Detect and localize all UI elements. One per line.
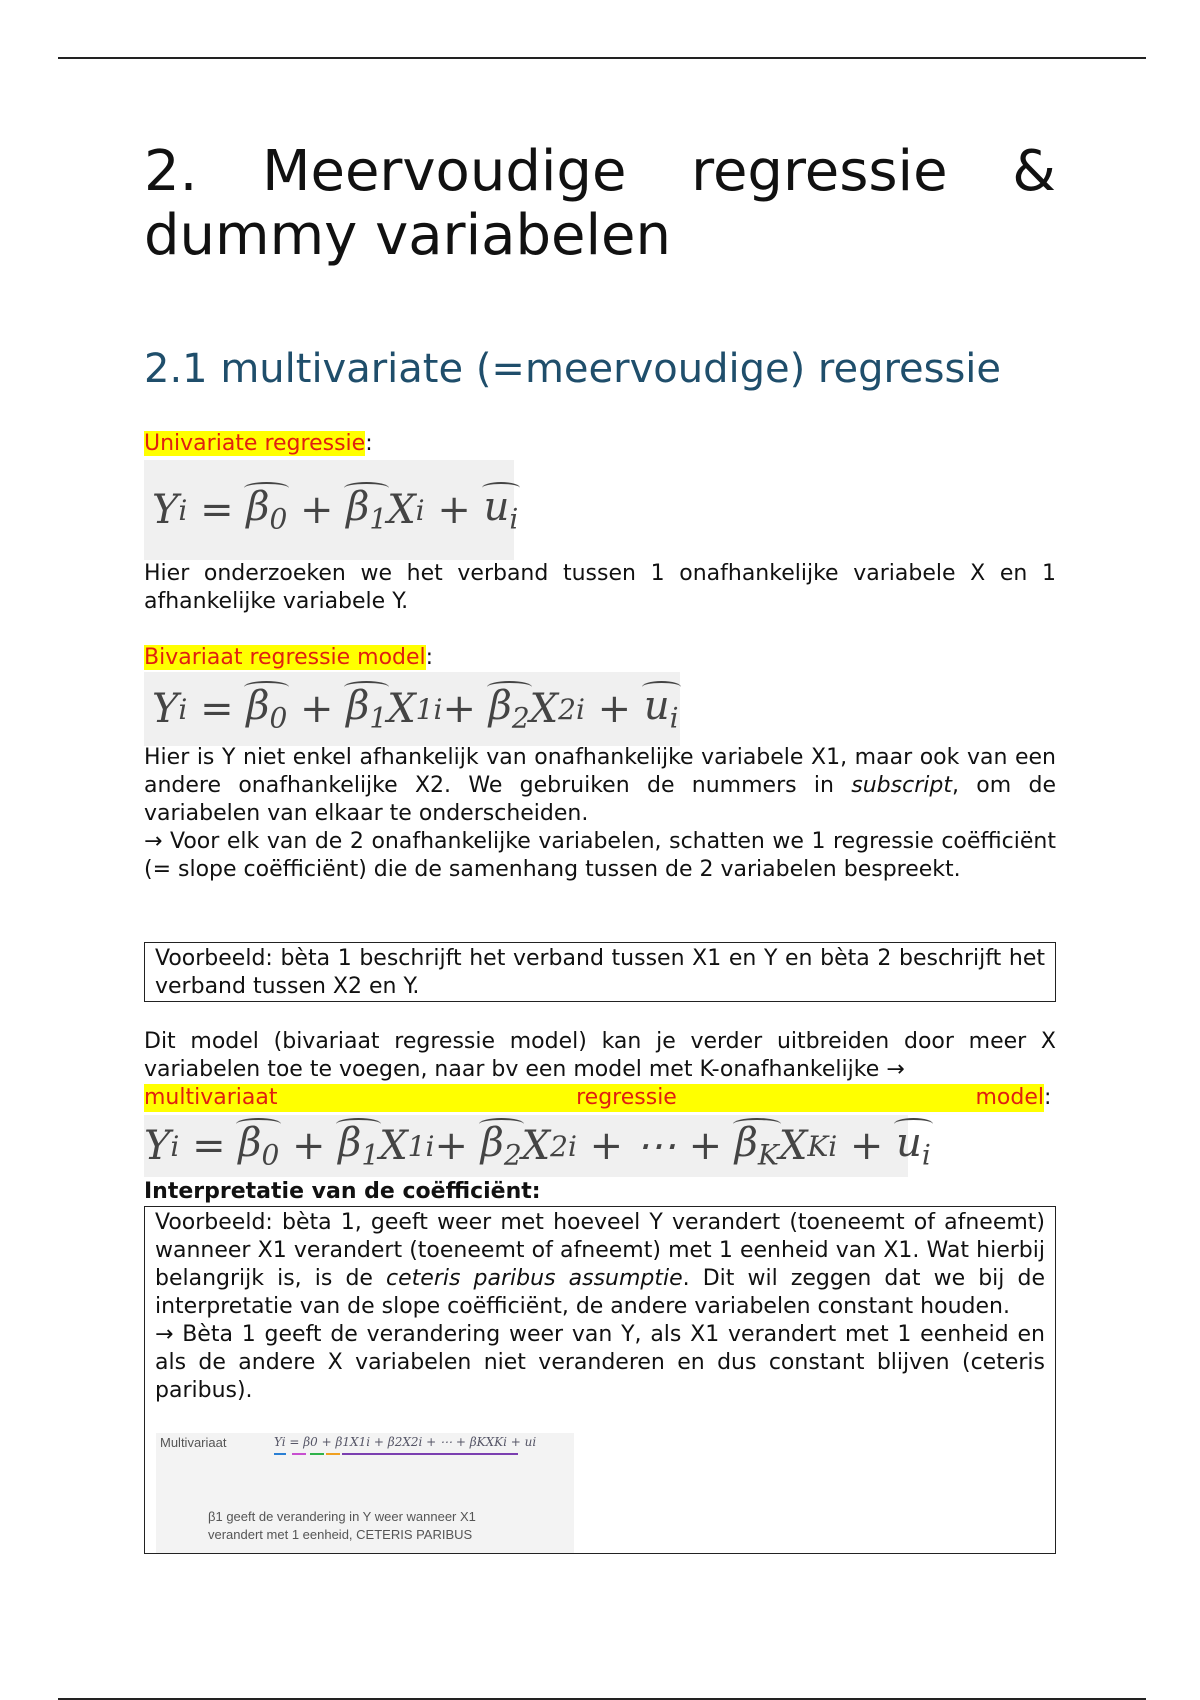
chapter-title-line2: dummy variabelen xyxy=(144,203,671,268)
multivariate-label-word: model xyxy=(975,1085,1044,1110)
interpretation-para1-b: . Dit wil zeggen dat we bij de interpretatie van de slope coëfficiënt, de andere variabelen constant houden. xyxy=(155,1266,1046,1319)
univariate-label: Univariate regressie xyxy=(144,431,366,456)
interpretation-para1-a: Voorbeeld: bèta 1, geeft weer met hoeveel Y verandert (toeneemt of afneemt) wanneer X1 verandert (toeneemt of afneemt) met 1 eenheid van X1. Wat hierbij belangrijk is, is de xyxy=(155,1210,1045,1291)
underline-purple xyxy=(342,1453,518,1455)
chapter-title xyxy=(144,140,1056,268)
univariate-text: Hier onderzoeken we het verband tussen 1 onafhankelijke variabele X en 1 afhankelijke variabele Y. xyxy=(144,561,1056,614)
univariate-label-line: Univariate regressie: xyxy=(144,431,373,456)
example-box xyxy=(144,942,1056,1002)
illustration-label: Multivariaat xyxy=(160,1435,227,1450)
multivariate-equation: Y i = $\beta_0$ + $\beta_1$ X 1i + $\beta_2$ X 2i + ⋯ + $\beta_K$ X Ki + $u_i$ xyxy=(144,1115,908,1177)
interpretation-para2: → Bèta 1 geeft de verandering weer van Y, als X1 verandert met 1 eenheid en als de andere X variabelen niet veranderen en dus constant blijven (ceteris paribus). xyxy=(155,1322,1045,1403)
underline-orange xyxy=(326,1453,340,1455)
interpretation-title: Interpretatie van de coëfficiënt: xyxy=(144,1179,541,1204)
bivariate-text-part1: Hier is Y niet enkel afhankelijk van onafhankelijke variabele X1, maar ook van een andere onafhankelijke X2. We gebruiken de nummers in xyxy=(144,745,1056,798)
bivariate-text xyxy=(144,744,1056,828)
multivariate-illustration xyxy=(156,1433,574,1553)
example-box-text: Voorbeeld: bèta 1 beschrijft het verband tussen X1 en Y en bèta 2 beschrijft het verband tussen X2 en Y. xyxy=(155,946,1045,999)
interpretation-para1-italic: ceteris paribus assumptie xyxy=(386,1266,683,1291)
multivariate-label-word: regressie xyxy=(576,1085,677,1110)
chapter-title-word: regressie xyxy=(691,139,948,204)
interpretation-para1 xyxy=(145,1207,1055,1321)
illustration-explain-line1: β1 geeft de verandering in Y weer wanneer X1 xyxy=(208,1509,476,1524)
multivariate-colon: : xyxy=(1044,1084,1056,1112)
bivariate-label: Bivariaat regressie model xyxy=(144,645,426,670)
underline-green xyxy=(310,1453,324,1455)
underline-pink xyxy=(292,1453,306,1455)
top-rule xyxy=(58,57,1146,59)
illustration-explain-line2: verandert met 1 eenheid, CETERIS PARIBUS xyxy=(208,1527,473,1542)
bivariate-text-italic: subscript xyxy=(851,773,952,798)
multivariate-intro: Dit model (bivariaat regressie model) kan je verder uitbreiden door meer X variabelen toe te voegen, naar bv een model met K-onafhankelijke → xyxy=(144,1029,1056,1082)
multivariate-label-line xyxy=(144,1084,1044,1112)
multivariate-label-word: multivariaat xyxy=(144,1085,278,1110)
illustration-formula: Yi = β0 + β1X1i + β2X2i + ⋯ + βKXKi + ui xyxy=(274,1435,537,1449)
bivariate-equation: Y i = $\beta_0$ + $\beta_1$ X 1i + $\beta_2$ X 2i + $u_i$ xyxy=(144,672,680,746)
chapter-title-word: & xyxy=(1012,139,1056,204)
bivariate-arrow-text: → Voor elk van de 2 onafhankelijke variabelen, schatten we 1 regressie coëfficiënt (= slope coëfficiënt) die de samenhang tussen de 2 variabelen bespreekt. xyxy=(144,829,1056,882)
univariate-equation: Y i = $\beta_0$ + $\beta_1$ X i + $u_i$ xyxy=(144,460,514,560)
section-title: 2.1 multivariate (=meervoudige) regressie xyxy=(144,346,1002,392)
chapter-title-word: 2. xyxy=(144,139,198,204)
chapter-title-word: Meervoudige xyxy=(262,139,627,204)
bivariate-label-line: Bivariaat regressie model: xyxy=(144,645,434,670)
bivariate-text-part2: , om de variabelen van elkaar te onderscheiden. xyxy=(144,773,1056,826)
underline-blue xyxy=(274,1453,286,1455)
